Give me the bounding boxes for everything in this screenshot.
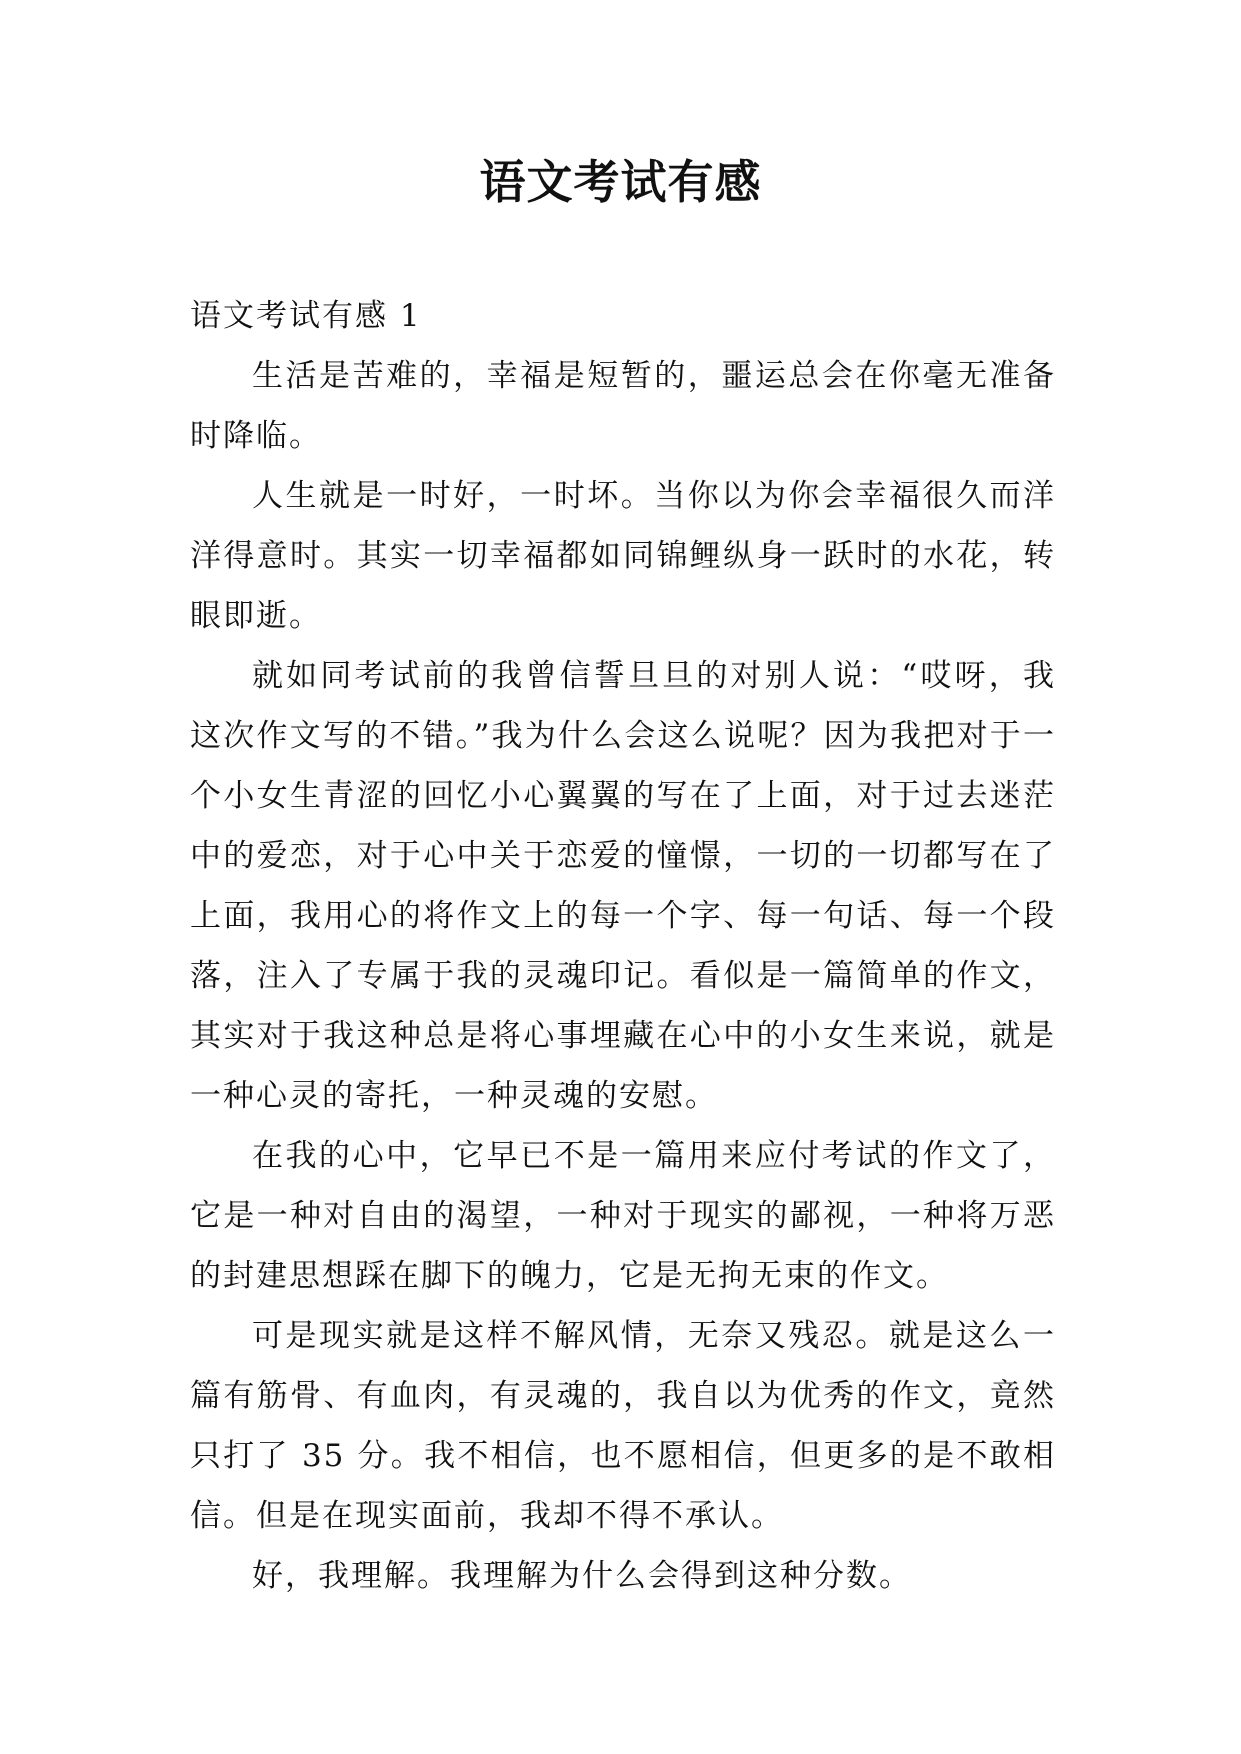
paragraph-3: 就如同考试前的我曾信誓旦旦的对别人说：“哎呀，我这次作文写的不错。”我为什么会这么说呢？因为我把对于一个小女生青涩的回忆小心翼翼的写在了上面，对于过去迷茫中的爱恋，对于心中关于恋爱的憧憬，一切的一切都写在了上面，我用心的将作文上的每一个字、每一句话、每一个段落，注入了专属于我的灵魂印记。看似是一篇简单的作文，其实对于我这种总是将心事埋藏在心中的小女生来说，就是一种心灵的寄托，一种灵魂的安慰。 bbox=[190, 658, 1056, 1114]
paragraph-2: 人生就是一时好，一时坏。当你以为你会幸福很久而洋洋得意时。其实一切幸福都如同锦鲤纵身一跃时的水花，转眼即逝。 bbox=[190, 478, 1056, 634]
paragraph-1: 生活是苦难的，幸福是短暂的，噩运总会在你毫无准备时降临。 bbox=[190, 358, 1056, 454]
paragraph-6: 好，我理解。我理解为什么会得到这种分数。 bbox=[252, 1558, 912, 1594]
document-title: 语文考试有感 bbox=[479, 155, 762, 209]
paragraph-4: 在我的心中，它早已不是一篇用来应付考试的作文了，它是一种对自由的渴望，一种对于现实的鄙视，一种将万恶的封建思想踩在脚下的魄力，它是无拘无束的作文。 bbox=[190, 1138, 1056, 1294]
paragraph-5: 可是现实就是这样不解风情，无奈又残忍。就是这么一篇有筋骨、有血肉，有灵魂的，我自以为优秀的作文，竟然只打了 35 分。我不相信，也不愿相信，但更多的是不敢相信。但是在现实面前，我却不得不承认。 bbox=[190, 1318, 1056, 1534]
section-heading: 语文考试有感 1 bbox=[190, 298, 422, 334]
document-body bbox=[190, 286, 1056, 1606]
